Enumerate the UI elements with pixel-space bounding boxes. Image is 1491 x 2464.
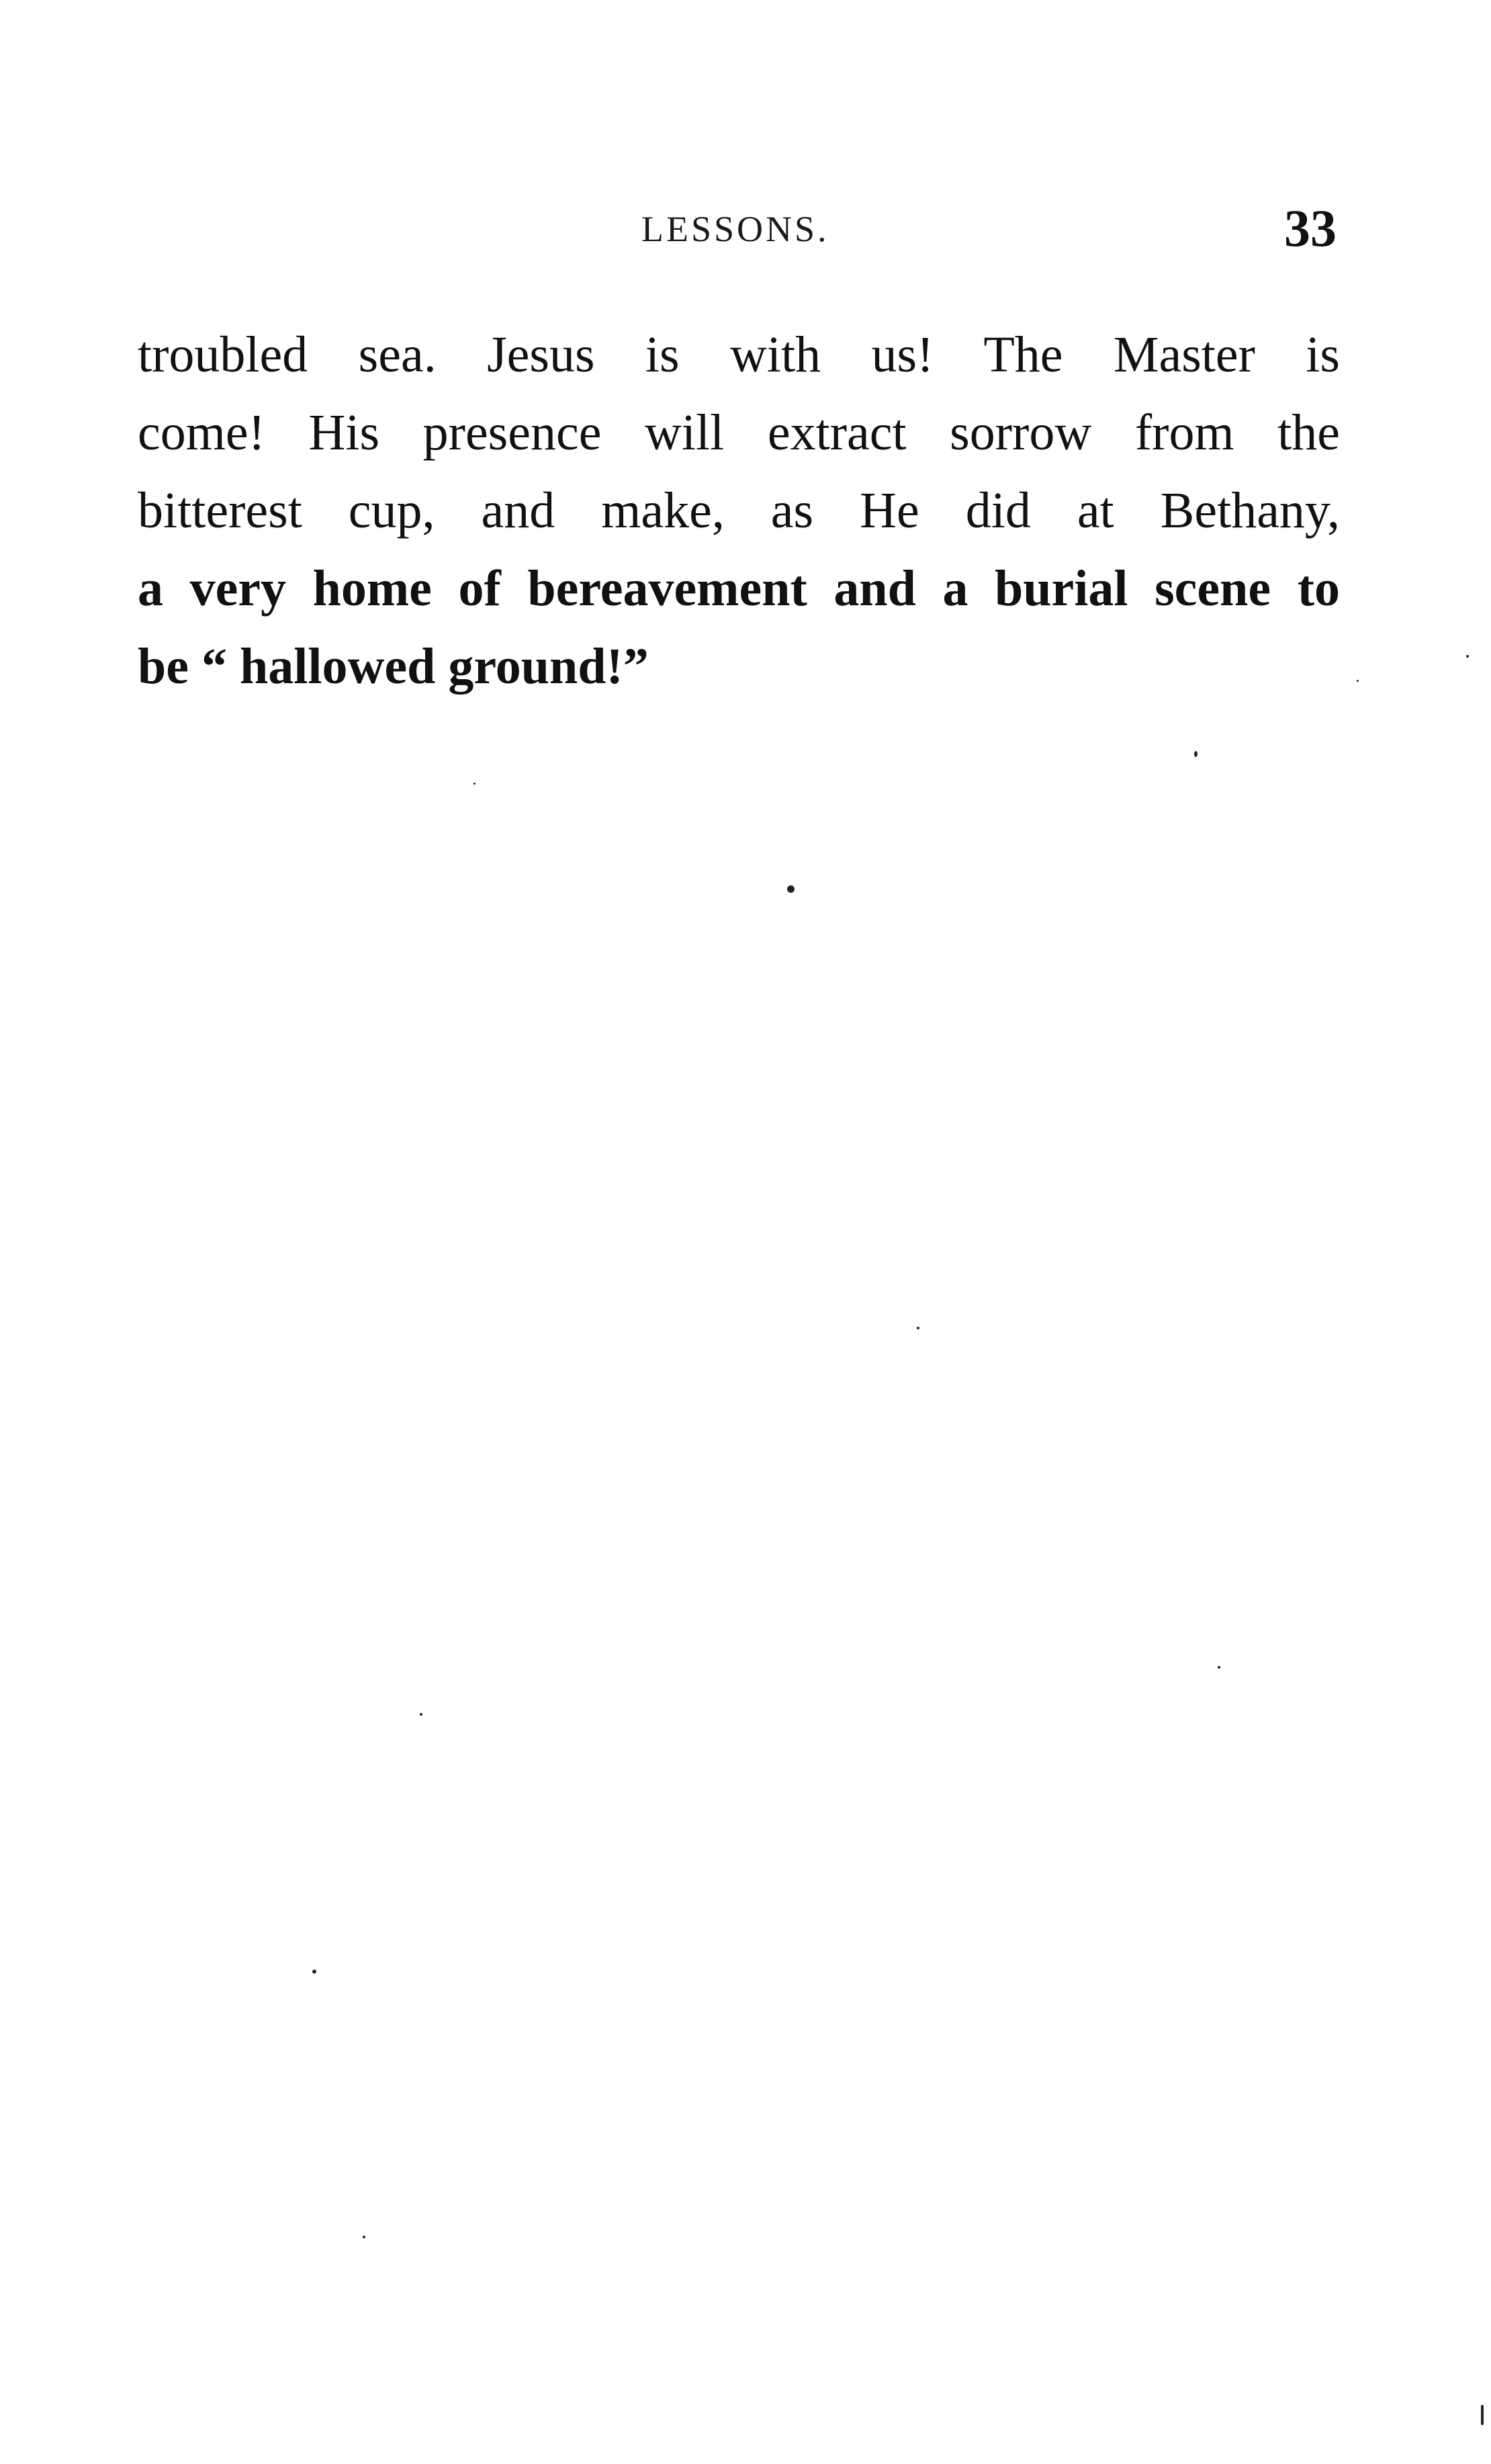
scan-speck: [1466, 655, 1469, 658]
scan-speck: [312, 1970, 316, 1974]
scan-speck: [473, 783, 476, 785]
text-line: be “ hallowed ground!”: [138, 638, 649, 695]
scan-speck: [363, 2236, 365, 2238]
text-line: troubled sea. Jesus is with us! The Master is: [138, 326, 1340, 383]
body-paragraph: [138, 316, 1340, 705]
scan-speck: [1218, 1666, 1220, 1669]
scan-speck: [1357, 680, 1359, 682]
page-number: 33: [1284, 199, 1337, 257]
text-line: come! His presence will extract sorrow from the: [138, 404, 1340, 461]
scan-speck: [1194, 751, 1198, 757]
text-line: bitterest cup, and make, as He did at Bethany,: [138, 482, 1340, 539]
scan-speck: [787, 885, 795, 893]
scan-speck: [1481, 2405, 1484, 2425]
scan-speck: [917, 1327, 919, 1329]
text-line: a very home of bereavement and a burial scene to: [138, 560, 1340, 617]
running-head-title: LESSONS.: [641, 209, 829, 249]
scan-speck: [420, 1713, 422, 1716]
